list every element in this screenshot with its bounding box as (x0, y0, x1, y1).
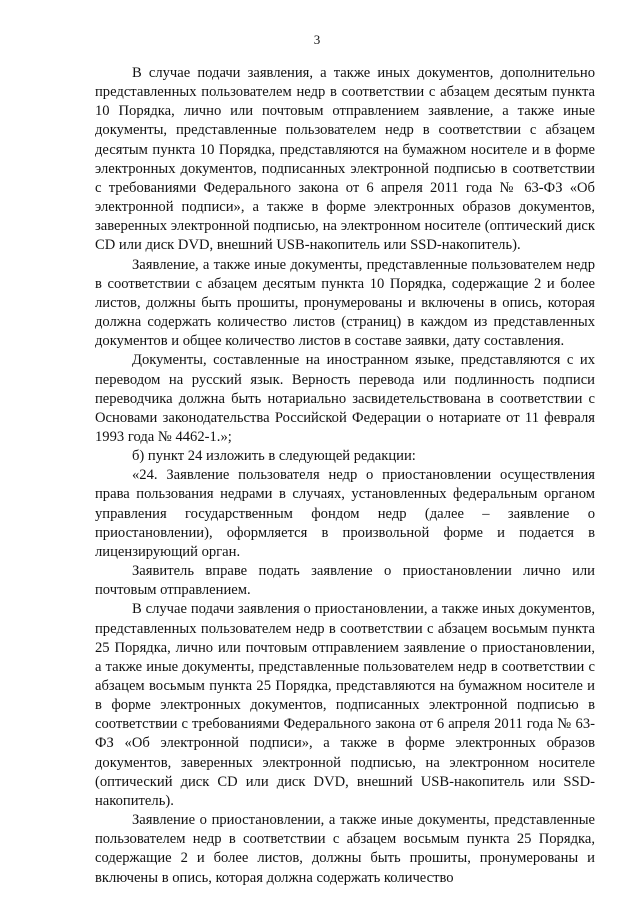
paragraph-suspension-binding: Заявление о приостановлении, а также иные документы, представленные пользователем недр в соответствии с абзацем восьмым пункта 25 Порядка, содержащие 2 и более листов, должны быть прошиты, пронумерованы и включены в опись, которая должна содержать количество (95, 812, 595, 886)
page-number: 3 (313, 32, 321, 47)
paragraph-binding-inventory: Заявление, а также иные документы, представленные пользователем недр в соответствии с абзацем десятым пункта 10 Порядка, содержащие 2 и более листов, должны быть прошиты, пронумерованы и включены в опись, которая должна содержать количество листов (страниц) в каждом из представленных документов и общее количество листов в составе заявки, дату составления. (95, 256, 595, 350)
paragraph-item-24: «24. Заявление пользователя недр о приостановлении осуществления права пользования недрами в случаях, установленных федеральным органом управления государственным фондом недр (далее – заявление о приостановлении), оформляется в произвольной форме и подается в лицензирующий орган. (95, 467, 595, 560)
paragraph-foreign-language: Документы, составленные на иностранном языке, представляются с их переводом на русский язык. Верность перевода или подлинность подписи переводчика должна быть нотариально засвидетельствована в соответствии с Основами законодательства Российской Федерации о нотариате от 11 февраля 1993 года № 4462-1.»; (95, 352, 595, 445)
paragraph-submission-documents: В случае подачи заявления, а также иных документов, дополнительно представленных пользователем недр в соответствии с абзацем десятым пункта 10 Порядка, лично или почтовым отправлением заявление, а также иные документы, представленные пользователем недр в соответствии с абзацем десятым пункта 10 Порядка, представляются на бумажном носителе и в форме электронных документов, подписанных электронной подписью в соответствии с требованиями Федерального закона от 6 апреля 2011 года № 63-ФЗ «Об электронной подписи», а также в форме электронных образов документов, заверенных электронной подписью, на электронном носителе (оптический диск CD или диск DVD, внешний USB-накопитель или SSD-накопитель). (95, 65, 595, 254)
paragraph-suspension-submission: В случае подачи заявления о приостановлении, а также иных документов, представленных пользователем недр в соответствии с абзацем восьмым пункта 25 Порядка, лично или почтовым отправлением заявление о приостановлении, а также иные документы, представленные пользователем недр в соответствии с абзацем восьмым пункта 25 Порядка, представляются на бумажном носителе и в форме электронных документов, подписанных электронной подписью в соответствии с требованиями Федерального закона от 6 апреля 2011 года № 63-ФЗ «Об электронной подписи», а также в форме электронных образов документов, заверенных электронной подписью, на электронном носителе (оптический диск CD или диск DVD, внешний USB-накопитель или SSD-накопитель). (95, 601, 595, 809)
paragraph-applicant-right: Заявитель вправе подать заявление о приостановлении лично или почтовым отправлением. (95, 563, 595, 599)
document-body (95, 64, 595, 888)
paragraph-item-24-intro: б) пункт 24 изложить в следующей редакции: (132, 448, 416, 465)
